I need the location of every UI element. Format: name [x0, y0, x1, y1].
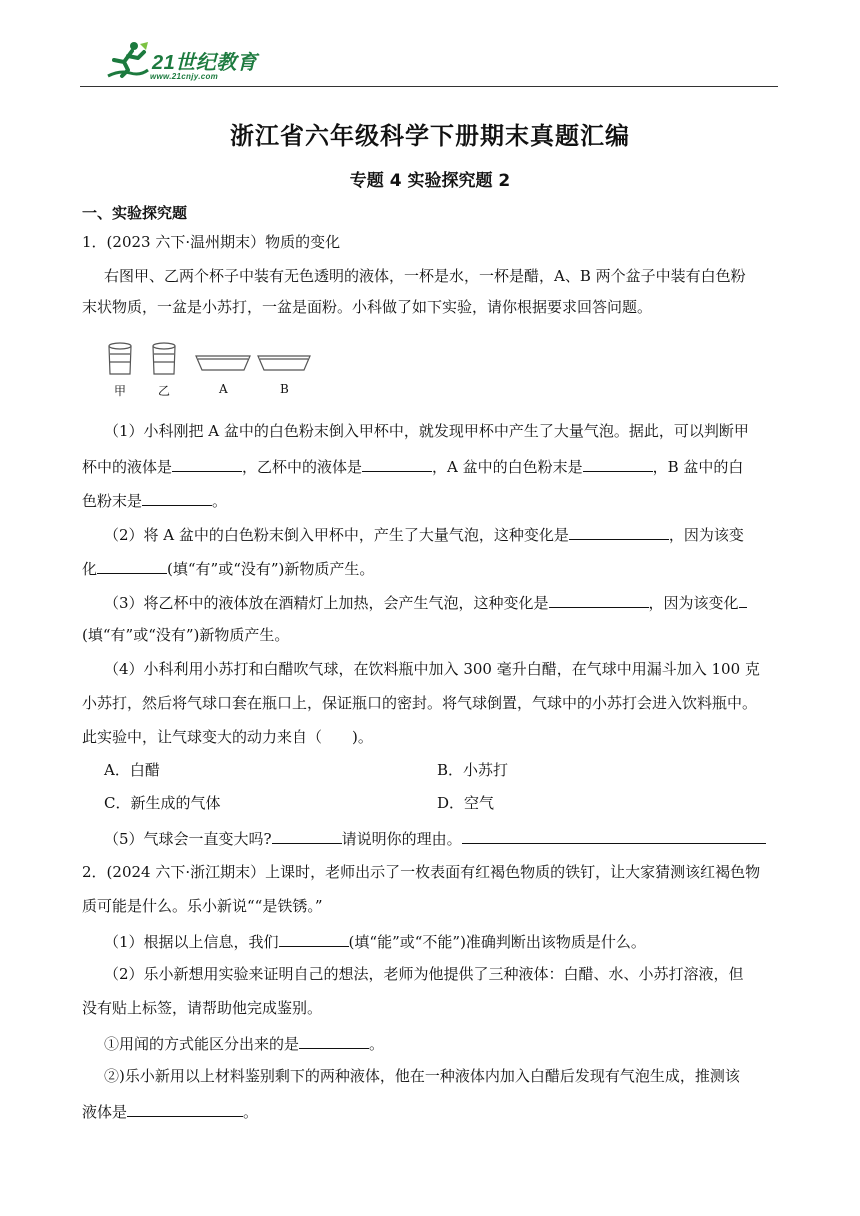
answer-blank[interactable] — [583, 455, 653, 472]
answer-blank[interactable] — [462, 827, 766, 844]
q1-intro-line2: 末状物质，一盆是小苏打，一盆是面粉。小科做了如下实验，请你根据要求回答问题。 — [82, 298, 653, 316]
q1-figure — [104, 340, 314, 402]
text: （1）根据以上信息，我们 — [104, 933, 279, 951]
option-a[interactable]: A．白醋 — [104, 761, 160, 779]
q1-head: 1．(2023 六下·温州期末）物质的变化 — [82, 233, 341, 251]
text: （3）将乙杯中的液体放在酒精灯上加热，会产生气泡，这种变化是 — [104, 594, 549, 612]
text: 请说明你的理由。 — [341, 830, 462, 848]
logo-text: 21世纪教育 — [152, 52, 258, 74]
q1-p1-line3 — [82, 489, 227, 511]
answer-blank[interactable] — [127, 1100, 243, 1117]
text: 杯中的液体是 — [82, 458, 173, 476]
q1-p2-line2 — [82, 557, 374, 579]
answer-blank[interactable] — [549, 591, 649, 608]
q1-p1-line1: （1）小科刚把 A 盆中的白色粉末倒入甲杯中，就发现甲杯中产生了大量气泡。据此，可以判断甲 — [104, 422, 749, 440]
runner-icon — [104, 40, 150, 80]
text: 化 — [82, 560, 98, 578]
figure-label-a: A — [219, 382, 228, 396]
page-header — [80, 34, 778, 87]
text: ，乙杯中的液体是 — [242, 458, 363, 476]
answer-blank[interactable] — [142, 489, 212, 506]
figure-label-jia: 甲 — [114, 384, 127, 398]
text: (填“能”或“不能”)准确判断出该物质是什么。 — [348, 933, 646, 951]
answer-blank[interactable] — [172, 455, 242, 472]
answer-blank[interactable] — [739, 591, 747, 608]
text: （2）将 A 盆中的白色粉末倒入甲杯中，产生了大量气泡，这种变化是 — [104, 526, 569, 544]
site-logo[interactable] — [104, 38, 274, 82]
q2-s2-line2 — [82, 1100, 258, 1122]
cups-basins-drawing — [104, 340, 314, 378]
logo-url: www.21cnjy.com — [150, 72, 219, 81]
q1-intro-line1: 右图甲、乙两个杯子中装有无色透明的液体，一杯是水，一杯是醋，A、B 两个盆子中装有白色粉 — [104, 267, 746, 285]
q1-p4-line2: 小苏打，然后将气球口套在瓶口上，保证瓶口的密封。将气球倒置，气球中的小苏打会进入饮料瓶中。 — [82, 694, 758, 712]
figure-label-b: B — [280, 382, 289, 396]
figure-label-yi: 乙 — [158, 384, 171, 398]
section-heading: 一、实验探究题 — [82, 204, 188, 222]
text: ，因为该变化 — [648, 594, 739, 612]
q2-s2-line1: ②)乐小新用以上材料鉴别剩下的两种液体，他在一种液体内加入白醋后发现有气泡生成，推测该 — [104, 1067, 740, 1085]
q1-p4-line3: 此实验中，让气球变大的动力来自（ )。 — [82, 728, 373, 746]
q2-head-line2: 质可能是什么。乐小新说““是铁锈。” — [82, 897, 323, 915]
q2-p2-line2: 没有贴上标签，请帮助他完成鉴别。 — [82, 999, 323, 1017]
option-b[interactable]: B．小苏打 — [437, 761, 509, 779]
text: 。 — [212, 492, 228, 510]
q2-p2-line1: （2）乐小新想用实验来证明自己的想法，老师为他提供了三种液体：白醋、水、小苏打溶液，但 — [104, 965, 744, 983]
answer-blank[interactable] — [279, 930, 349, 947]
q1-p1-line2 — [82, 455, 743, 477]
text: 。 — [369, 1035, 385, 1053]
text: ，因为该变 — [668, 526, 744, 544]
q1-p4-line1: （4）小科利用小苏打和白醋吹气球，在饮料瓶中加入 300 毫升白醋，在气球中用漏斗加入 100 克 — [104, 660, 760, 678]
text: 。 — [243, 1103, 259, 1121]
q2-p1-line — [104, 930, 646, 952]
answer-blank[interactable] — [299, 1032, 369, 1049]
q1-p3-line1 — [104, 591, 747, 613]
text: 液体是 — [82, 1103, 128, 1121]
page-title: 浙江省六年级科学下册期末真题汇编 — [230, 121, 630, 150]
q2-s1-line — [104, 1032, 384, 1054]
text: 色粉末是 — [82, 492, 143, 510]
answer-blank[interactable] — [569, 523, 669, 540]
answer-blank[interactable] — [272, 827, 342, 844]
text: ，A 盆中的白色粉末是 — [432, 458, 583, 476]
answer-blank[interactable] — [97, 557, 167, 574]
q1-p2-line1 — [104, 523, 744, 545]
text: (填“有”或“没有”)新物质产生。 — [167, 560, 375, 578]
text: ①用闻的方式能区分出来的是 — [104, 1035, 300, 1053]
text: ，B 盆中的白 — [652, 458, 744, 476]
option-c[interactable]: C．新生成的气体 — [104, 794, 221, 812]
q2-head-line1: 2．(2024 六下·浙江期末）上课时，老师出示了一枚表面有红褐色物质的铁钉，让大家猜测该红褐色物 — [82, 863, 761, 881]
q1-p5-line — [104, 827, 766, 849]
page-subtitle: 专题 4 实验探究题 2 — [349, 171, 511, 191]
text: （5）气球会一直变大吗? — [104, 830, 272, 848]
option-d[interactable]: D．空气 — [437, 794, 495, 812]
q1-p3-line2: (填“有”或“没有”)新物质产生。 — [82, 626, 290, 644]
answer-blank[interactable] — [362, 455, 432, 472]
